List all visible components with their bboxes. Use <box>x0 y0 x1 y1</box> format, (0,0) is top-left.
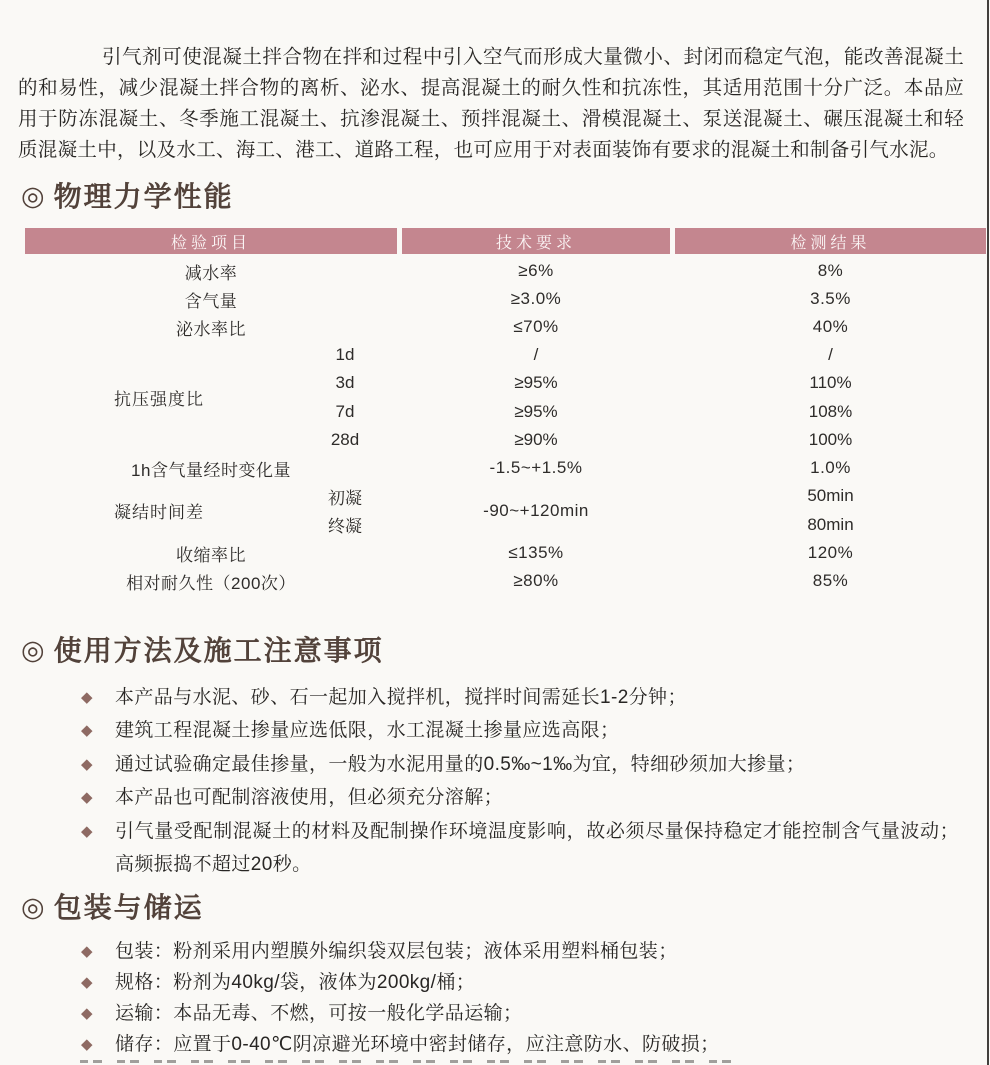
double-circle-icon: ◎ <box>21 891 45 922</box>
diamond-bullet-icon: ◆ <box>81 789 93 807</box>
cell-result: 108% <box>808 401 853 421</box>
cell-requirement-span: -90~+120min <box>483 500 589 520</box>
section-heading-packing <box>21 886 204 926</box>
cell-item-group <box>25 482 397 539</box>
group-label: 凝结时间差 <box>114 503 204 522</box>
list-item <box>81 781 959 814</box>
group-sublabels <box>293 482 397 539</box>
cell-requirement: ≥95% <box>514 373 558 393</box>
cell-result: / <box>828 345 833 365</box>
cell-requirement: ≤135% <box>508 543 564 562</box>
diamond-bullet-icon: ◆ <box>81 722 93 740</box>
cell-result-stack <box>675 482 986 539</box>
group-label: 抗压强度比 <box>114 390 204 410</box>
table-row <box>25 454 986 482</box>
cell-item: 泌水率比 <box>176 319 246 339</box>
table-row <box>25 285 986 313</box>
list-item-text: 通过试验确定最佳掺量，一般为水泥用量的0.5‰~1‰为宜，特细砂须加大掺量； <box>115 753 806 775</box>
sub-label: 3d <box>335 373 355 393</box>
list-item <box>81 967 961 998</box>
cell-requirement-stack <box>402 341 670 454</box>
sub-label: 28d <box>330 430 360 450</box>
diamond-bullet-icon: ◆ <box>81 974 93 991</box>
table-header-row <box>25 228 986 254</box>
cell-result-stack <box>675 341 986 454</box>
sub-label: 初凝 <box>328 488 362 508</box>
table-row <box>25 257 986 285</box>
column-header-result: 检测结果 <box>675 228 986 254</box>
cell-item: 减水率 <box>184 263 238 283</box>
group-sublabels <box>293 341 397 454</box>
cell-result: 40% <box>812 317 849 336</box>
list-item-text: 本产品与水泥、砂、石一起加入搅拌机，搅拌时间需延长1-2分钟； <box>115 687 687 708</box>
diamond-bullet-icon: ◆ <box>81 822 93 840</box>
list-item-text: 运输：本品无毒、不燃，可按一般化学品运输； <box>115 1003 523 1024</box>
section-heading-physical <box>21 175 234 215</box>
table-row-group-setting-time <box>25 482 986 539</box>
diamond-bullet-icon: ◆ <box>81 689 93 706</box>
cutoff-text-remnant <box>80 1058 740 1065</box>
column-header-item: 检验项目 <box>25 228 397 254</box>
list-item <box>81 936 961 967</box>
cell-item: 1h含气量经时变化量 <box>131 460 291 480</box>
cell-result: 110% <box>809 373 852 393</box>
cell-requirement: ≥95% <box>514 401 558 421</box>
sub-label: 7d <box>335 401 355 421</box>
cell-result: 120% <box>807 543 854 562</box>
list-item-text: 储存：应置于0-40℃阴凉避光环境中密封储存，应注意防水、防破损； <box>115 1034 720 1055</box>
packing-bullet-list <box>81 936 961 1060</box>
list-item-text: 建筑工程混凝土掺量应选低限，水工混凝土掺量应选高限； <box>115 720 620 742</box>
list-item <box>81 714 959 747</box>
list-item <box>81 998 961 1029</box>
cell-requirement: ≤70% <box>513 317 559 336</box>
list-item <box>81 1029 961 1060</box>
column-header-requirement: 技术要求 <box>402 228 670 254</box>
intro-paragraph: 引气剂可使混凝土拌合物在拌和过程中引入空气而形成大量微小、封闭而稳定气泡，能改善混凝土的和易性，减少混凝土拌合物的离析、泌水、提高混凝土的耐久性和抗冻性，其适用范围十分广泛。本品应用于防冻混凝土、冬季施工混凝土、抗渗混凝土、预拌混凝土、滑模混凝土、泵送混凝土、碾压混凝土和轻质混凝土中，以及水工、海工、港工、道路工程，也可应用于对表面装饰有要求的混凝土和制备引气水泥。 <box>18 45 964 161</box>
cell-result: 100% <box>808 430 853 450</box>
cell-result: 85% <box>812 571 849 590</box>
cell-item: 含气量 <box>184 291 238 311</box>
cell-requirement: -1.5~+1.5% <box>489 458 583 477</box>
list-item-text: 本产品也可配制溶液使用，但必须充分溶解； <box>115 787 504 809</box>
cell-result: 1.0% <box>810 458 851 477</box>
scan-edge-line <box>987 0 989 1065</box>
list-item-text: 规格：粉剂为40kg/袋，液体为200kg/桶； <box>115 972 476 993</box>
table-row <box>25 539 986 567</box>
list-item-text: 引气量受配制混凝土的材料及配制操作环境温度影响，故必须尽量保持稳定才能控制含气量波动；高频振捣不超过20秒。 <box>115 820 959 876</box>
cell-requirement: ≥90% <box>514 430 558 450</box>
cell-result: 8% <box>817 261 844 280</box>
cell-item: 相对耐久性（200次） <box>126 573 296 593</box>
diamond-bullet-icon: ◆ <box>81 1005 93 1022</box>
section-title: 物理力学性能 <box>53 181 234 212</box>
sub-label: 终凝 <box>328 517 362 537</box>
list-item <box>81 681 959 714</box>
diamond-bullet-icon: ◆ <box>81 943 93 960</box>
list-item-text: 包装：粉剂采用内塑膜外编织袋双层包装；液体采用塑料桶包装； <box>115 941 678 962</box>
table-row <box>25 567 986 595</box>
sub-label: 1d <box>335 345 355 365</box>
cell-requirement: ≥6% <box>518 261 554 280</box>
cell-result: 50min <box>807 486 854 506</box>
cell-result: 3.5% <box>810 289 851 308</box>
table-row <box>25 313 986 341</box>
cell-requirement: / <box>533 345 539 365</box>
list-item <box>81 748 959 781</box>
section-heading-usage <box>21 629 384 669</box>
cell-item-group <box>25 341 397 454</box>
list-item <box>81 815 959 882</box>
section-title: 包装与储运 <box>53 892 204 923</box>
diamond-bullet-icon: ◆ <box>81 1036 93 1053</box>
double-circle-icon: ◎ <box>21 180 45 211</box>
table-row-group-strength <box>25 341 986 454</box>
table-body <box>25 254 986 595</box>
cell-item: 收缩率比 <box>176 545 246 565</box>
cell-requirement: ≥3.0% <box>510 289 562 308</box>
cell-result: 80min <box>807 514 854 534</box>
performance-table <box>25 228 986 595</box>
section-title: 使用方法及施工注意事项 <box>53 635 384 666</box>
diamond-bullet-icon: ◆ <box>81 755 93 773</box>
cell-requirement: ≥80% <box>513 571 559 590</box>
usage-bullet-list <box>81 681 959 881</box>
double-circle-icon: ◎ <box>21 634 45 665</box>
